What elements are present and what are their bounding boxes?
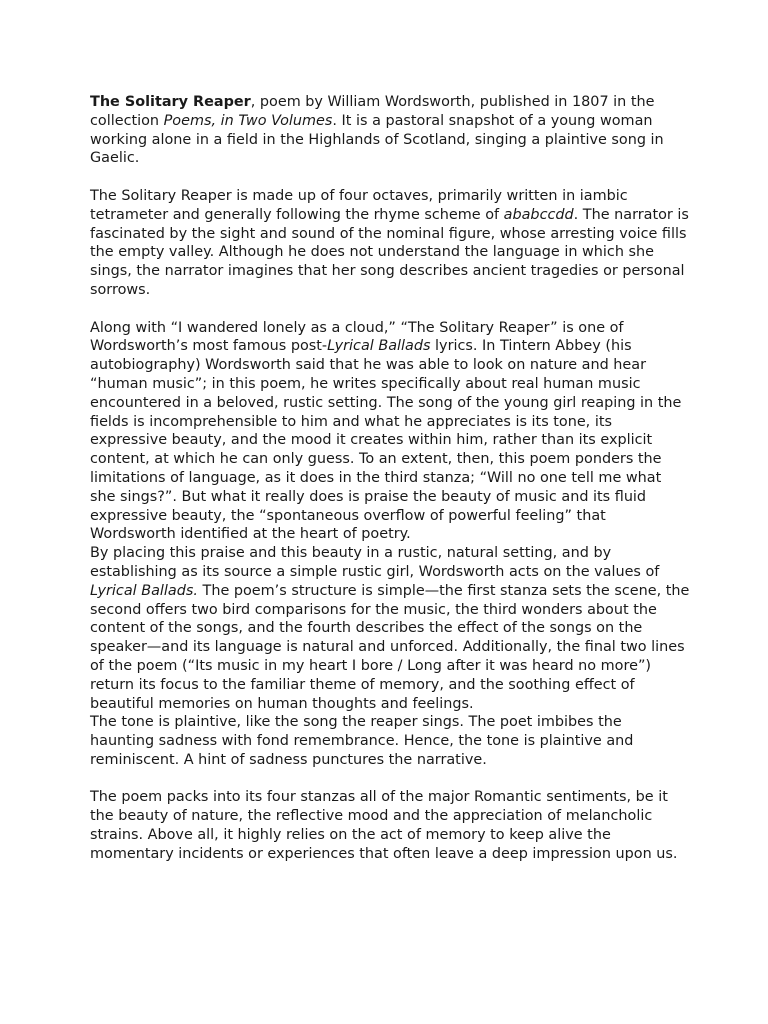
context-text-1: Along with “I wandered lonely as a cloud,” “The Solitary Reaper” is one of Wordsworth’s most famous post-	[90, 319, 624, 355]
intro-text-2: . It is a pastoral snapshot of a young woman working alone in a field in the Highlands of Scotland, singing a plaintive song in Gaelic.	[90, 112, 664, 167]
collection-title: Poems, in Two Volumes	[163, 112, 333, 129]
intro-text-1: , poem by William Wordsworth, published in 1807 in the collection	[90, 94, 655, 129]
paragraph-context	[90, 319, 690, 545]
paragraph-conclusion: The poem packs into its four stanzas all of the major Romantic sentiments, be it the beauty of nature, the reflective mood and the appreciation of melancholic strains. Above all, it highly relies on the act of memory to keep alive the momentary incidents or experiences that often leave a deep impression upon us.	[90, 789, 678, 862]
setting-text-1: By placing this praise and this beauty in a rustic, natural setting, and by establishing as its source a simple rustic girl, Wordsworth acts on the values of	[90, 545, 660, 580]
context-text-2: lyrics. In Tintern Abbey (his autobiography) Wordsworth said that he was able to look on nature and hear “human music”; in this poem, he writes specifically about real human music encountered in a beloved, rustic setting. The song of the young girl reaping in the fields is incomprehensible to him and what he appreciates is its tone, its expressive beauty, and the mood it creates within him, rather than its explicit content, at which he can only guess. To an extent, then, this poem ponders the limitations of language, as it does in the third stanza; “Will no one tell me what she sings?”. But what it really does is praise the beauty of music and its fluid expressive beauty, the “spontaneous overflow of powerful feeling” that Wordsworth identified at the heart of poetry.	[90, 338, 682, 543]
lyrical-ballads-title: Lyrical Ballads	[327, 338, 431, 355]
setting-text-2: The poem’s structure is simple—the first stanza sets the scene, the second offers two bird comparisons for the music, the third wonders about the content of the songs, and the fourth describes the effect of the songs on the speaker—and its language is natural and unforced. Additionally, the final two lines of the poem (“Its music in my heart I bore / Long after it was heard no more”) return its focus to the familiar theme of memory, and the soothing effect of beautiful memories on human thoughts and feelings.	[90, 582, 690, 712]
structure-text-1: The Solitary Reaper is made up of four octaves, primarily written in iambic tetrameter and generally following the rhyme scheme of	[90, 187, 628, 223]
paragraph-introduction	[90, 93, 690, 168]
structure-text-2: . The narrator is fascinated by the sight and sound of the nominal figure, whose arresting voice fills the empty valley. Although he does not understand the language in which she sings, the narrator imagines that her song describes ancient tragedies or personal sorrows.	[90, 206, 689, 298]
rhyme-scheme: ababccdd	[503, 206, 574, 223]
document-page	[90, 93, 690, 864]
poem-title: The Solitary Reaper	[90, 94, 251, 110]
paragraph-tone: The tone is plaintive, like the song the reaper sings. The poet imbibes the haunting sadness with fond remembrance. Hence, the tone is plaintive and reminiscent. A hint of sadness punctures the narrative.	[90, 714, 634, 768]
lyrical-ballads-title-2: Lyrical Ballads.	[90, 582, 198, 599]
paragraph-structure	[90, 187, 690, 300]
paragraph-setting	[90, 544, 690, 713]
